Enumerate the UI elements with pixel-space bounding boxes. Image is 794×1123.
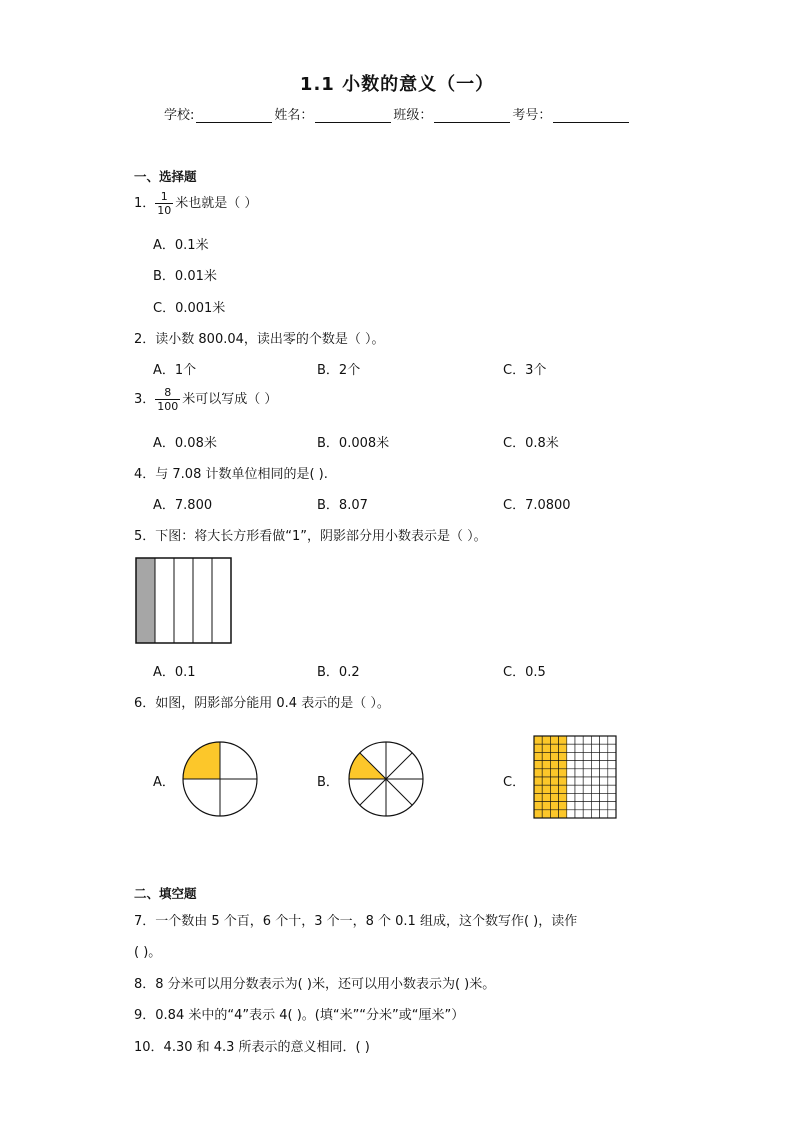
grid-cell [600,802,608,810]
grid-cell [591,810,599,818]
shaded-cell [559,744,567,752]
q5-option-c[interactable]: C．0.5 [503,665,546,680]
question-text: 米可以写成（ ） [182,392,278,407]
grid-cell [591,744,599,752]
shaded-cell [542,802,550,810]
shaded-cell [550,785,558,793]
grid-cell [600,769,608,777]
shaded-cell [550,793,558,801]
grid-cell [608,752,616,760]
fraction-numerator: 1 [160,190,168,203]
grid-cell [575,810,583,818]
grid-cell [608,785,616,793]
shaded-cell [542,793,550,801]
question-7-line-1: 7．一个数由 5 个百，6 个十，3 个一，8 个 0.1 组成，这个数写作( )，读作 [134,914,578,929]
student-info-line [164,104,631,123]
question-2: 2．读小数 800.04，读出零的个数是（ ）。 [134,332,385,347]
grid-cell [575,744,583,752]
grid-cell [600,761,608,769]
question-1 [134,190,257,217]
q3-option-b[interactable]: B．0.008米 [317,436,390,451]
exam-number-blank[interactable] [553,109,629,123]
grid-cell [575,769,583,777]
school-blank[interactable] [196,109,272,123]
shaded-cell [534,744,542,752]
grid-cell [567,777,575,785]
question-9: 9．0.84 米中的“4”表示 4( )。(填“米”“分米”或“厘米”） [134,1008,465,1023]
grid-cell [583,802,591,810]
grid-cell [567,736,575,744]
grid-cell [575,802,583,810]
name-label: 姓名： [274,108,314,123]
grid-cell [575,761,583,769]
grid-cell [591,761,599,769]
shaded-cell [550,736,558,744]
question-4: 4．与 7.08 计数单位相同的是( ). [134,467,328,482]
grid-cell [608,793,616,801]
question-text: 米也就是（ ） [175,196,258,211]
grid-cell [583,810,591,818]
shaded-cell [559,802,567,810]
grid-cell [575,777,583,785]
question-3 [134,386,277,413]
grid-cell [608,761,616,769]
shaded-strip [136,558,155,643]
grid-cell [591,752,599,760]
shaded-cell [542,752,550,760]
grid-cell [591,793,599,801]
shaded-cell [550,744,558,752]
grid-cell [608,810,616,818]
shaded-cell [534,802,542,810]
grid-cell [591,769,599,777]
q2-option-a[interactable]: A．1个 [153,363,197,378]
shaded-cell [559,752,567,760]
fraction-denominator: 100 [157,400,179,413]
grid-cell [567,769,575,777]
grid-cell [575,785,583,793]
grid-cell [575,752,583,760]
q4-option-a[interactable]: A．7.800 [153,498,213,513]
grid-cell [567,761,575,769]
fraction-denominator: 10 [157,204,172,217]
grid-cell [583,769,591,777]
q5-option-b[interactable]: B．0.2 [317,665,360,680]
q4-option-b[interactable]: B．8.07 [317,498,368,513]
page-title: 1.1 小数的意义（一） [299,74,495,95]
grid-cell [600,785,608,793]
shaded-cell [550,752,558,760]
q1-option-c[interactable]: C．0.001米 [153,301,226,316]
grid-cell [583,744,591,752]
shaded-eighth [349,753,386,779]
shaded-cell [550,769,558,777]
grid-cell [608,736,616,744]
shaded-cell [559,769,567,777]
shaded-cell [542,777,550,785]
grid-cell [567,785,575,793]
grid-cell [600,777,608,785]
grid-cell [583,777,591,785]
shaded-cell [534,777,542,785]
q6-option-b[interactable]: B． [317,775,339,790]
grid-cell [600,752,608,760]
grid-cell [575,793,583,801]
grid-cell [600,744,608,752]
q6-hundred-grid-figure [533,735,617,819]
grid-cell [567,802,575,810]
grid-cell [567,744,575,752]
grid-cell [583,793,591,801]
shaded-cell [559,777,567,785]
grid-cell [608,802,616,810]
shaded-cell [550,802,558,810]
question-7-line-2: ( )。 [134,945,162,960]
question-6: 6．如图，阴影部分能用 0.4 表示的是（ ）。 [134,696,390,711]
shaded-cell [559,761,567,769]
question-number: 3． [134,392,156,407]
grid-cell [575,736,583,744]
shaded-cell [542,761,550,769]
grid-cell [600,736,608,744]
grid-cell [591,777,599,785]
q2-option-b[interactable]: B．2个 [317,363,361,378]
shaded-cell [542,736,550,744]
q5-rectangle-figure [135,557,233,644]
question-10: 10．4.30 和 4.3 所表示的意义相同．( ) [134,1040,370,1055]
grid-cell [567,752,575,760]
shaded-cell [550,777,558,785]
section-fill-heading: 二、填空题 [134,886,197,901]
fraction [155,386,180,413]
shaded-cell [550,761,558,769]
shaded-cell [534,810,542,818]
grid-cell [583,752,591,760]
grid-cell [583,785,591,793]
grid-cell [567,810,575,818]
question-number: 1． [134,196,156,211]
q5-option-a[interactable]: A．0.1 [153,665,196,680]
q3-option-a[interactable]: A．0.08米 [153,436,217,451]
grid-cell [608,777,616,785]
shaded-cell [559,736,567,744]
exam-number-label: 考号： [512,108,552,123]
q1-option-a[interactable]: A．0.1米 [153,238,209,253]
shaded-cell [534,761,542,769]
shaded-cell [559,793,567,801]
q6-option-c[interactable]: C． [503,775,526,790]
class-label: 班级： [393,108,433,123]
shaded-cell [559,785,567,793]
shaded-cell [542,810,550,818]
fraction [155,190,173,217]
grid-cell [591,785,599,793]
grid-cell [591,802,599,810]
shaded-cell [542,785,550,793]
fraction-numerator: 8 [164,386,172,399]
q2-option-c[interactable]: C．3个 [503,363,547,378]
shaded-cell [542,769,550,777]
q3-option-c[interactable]: C．0.8米 [503,436,559,451]
q6-circle-quarters-figure [181,740,259,818]
shaded-cell [534,769,542,777]
q1-option-b[interactable]: B．0.01米 [153,269,217,284]
grid-cell [608,744,616,752]
class-blank[interactable] [434,109,510,123]
grid-cell [583,736,591,744]
grid-cell [583,761,591,769]
shaded-cell [542,744,550,752]
grid-cell [600,793,608,801]
name-blank[interactable] [315,109,391,123]
shaded-cell [550,810,558,818]
grid-cell [591,736,599,744]
shaded-cell [534,793,542,801]
q4-option-c[interactable]: C．7.0800 [503,498,571,513]
grid-cell [608,769,616,777]
q6-circle-eighths-figure [347,740,425,818]
grid-cell [567,793,575,801]
q6-option-a[interactable]: A． [153,775,175,790]
grid-cell [600,810,608,818]
shaded-cell [534,752,542,760]
section-choice-heading: 一、选择题 [134,169,197,184]
shaded-cell [534,785,542,793]
school-label: 学校: [164,108,195,123]
question-8: 8．8 分米可以用分数表示为( )米，还可以用小数表示为( )米。 [134,977,496,992]
shaded-cell [534,736,542,744]
question-5: 5．下图：将大长方形看做“1”，阴影部分用小数表示是（ ）。 [134,529,487,544]
shaded-cell [559,810,567,818]
